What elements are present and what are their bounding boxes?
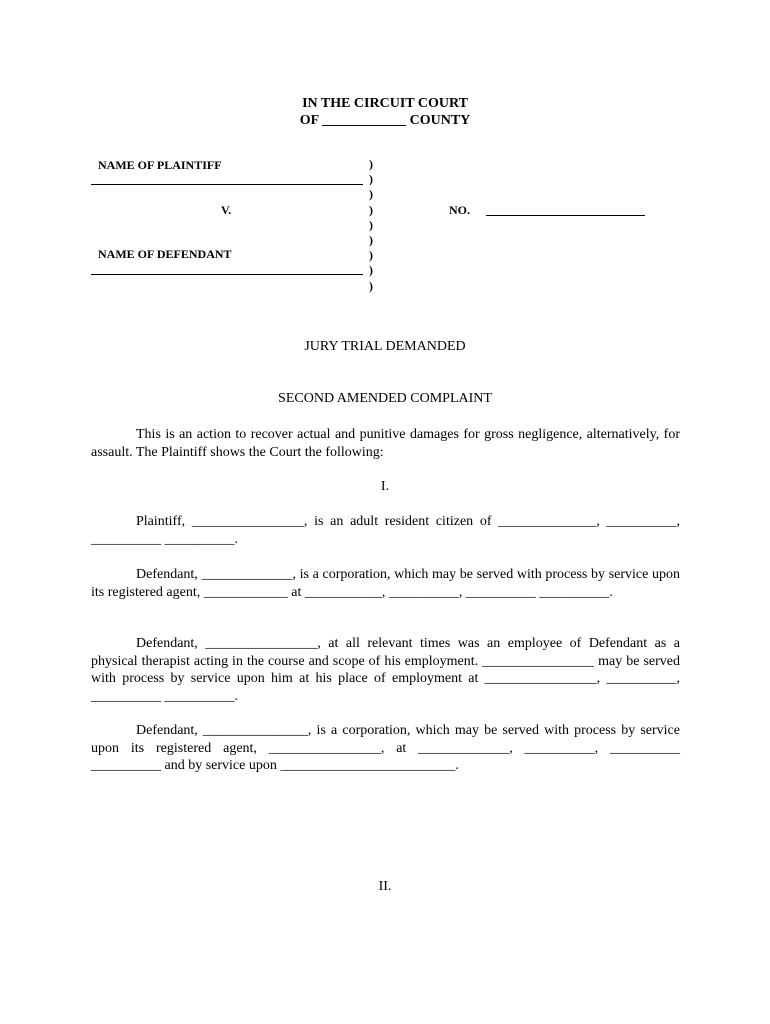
bracket-mark: ) (369, 263, 373, 278)
bracket-mark: ) (369, 233, 373, 248)
complaint-title: SECOND AMENDED COMPLAINT (278, 391, 492, 406)
bracket-mark: ) (369, 278, 373, 293)
bracket-mark: ) (369, 248, 373, 263)
paragraph-text: Defendant, _____________, is a corporation, which may be served with process by service upon its registered agent, ____________ at ___________, __________, __________ __________. (91, 567, 680, 600)
paragraph-text: Plaintiff, ________________, is an adult resident citizen of ______________, __________, __________ __________. (91, 514, 680, 547)
bracket-mark: ) (369, 172, 373, 187)
section-heading-1: I. (380, 479, 390, 494)
defendant-name-line (91, 274, 363, 275)
defendant-label: NAME OF DEFENDANT (98, 247, 232, 261)
plaintiff-label: NAME OF PLAINTIFF (98, 158, 222, 172)
county-line: OF ____________ COUNTY (299, 113, 471, 128)
court-title (0, 95, 770, 129)
section-heading-2: II. (378, 879, 392, 894)
court-name: IN THE CIRCUIT COURT (302, 96, 468, 111)
bracket-mark: ) (369, 202, 373, 217)
paragraph-text: Defendant, ________________, at all relevant times was an employee of Defendant as a physical therapist acting in the course and scope of his employment. ________________ may be served with process by service upon him at his place of employment at ________________, __________, __________ __________. (91, 636, 680, 704)
intro-paragraph (91, 426, 680, 461)
paragraph-text: Defendant, _______________, is a corporation, which may be served with process by service upon its registered agent, ________________, at _____________, __________, __________ __________ and by service upon _________________________. (91, 723, 680, 773)
bracket-mark: ) (369, 217, 373, 232)
caption-bracket (369, 157, 373, 294)
plaintiff-name-line (91, 184, 363, 185)
bracket-mark: ) (369, 157, 373, 171)
jury-demand-heading: JURY TRIAL DEMANDED (304, 339, 466, 354)
case-number-line (486, 215, 645, 216)
defendant-agent-paragraph (91, 722, 680, 775)
defendant-corporation-paragraph (91, 566, 680, 601)
case-number-label: NO. (449, 203, 470, 217)
defendant-employee-paragraph (91, 635, 680, 705)
plaintiff-paragraph (91, 513, 680, 548)
paragraph-text: This is an action to recover actual and punitive damages for gross negligence, alternatively, for assault. The Plaintiff shows the Court the following: (91, 427, 680, 460)
versus-label: V. (221, 203, 232, 217)
bracket-mark: ) (369, 187, 373, 202)
